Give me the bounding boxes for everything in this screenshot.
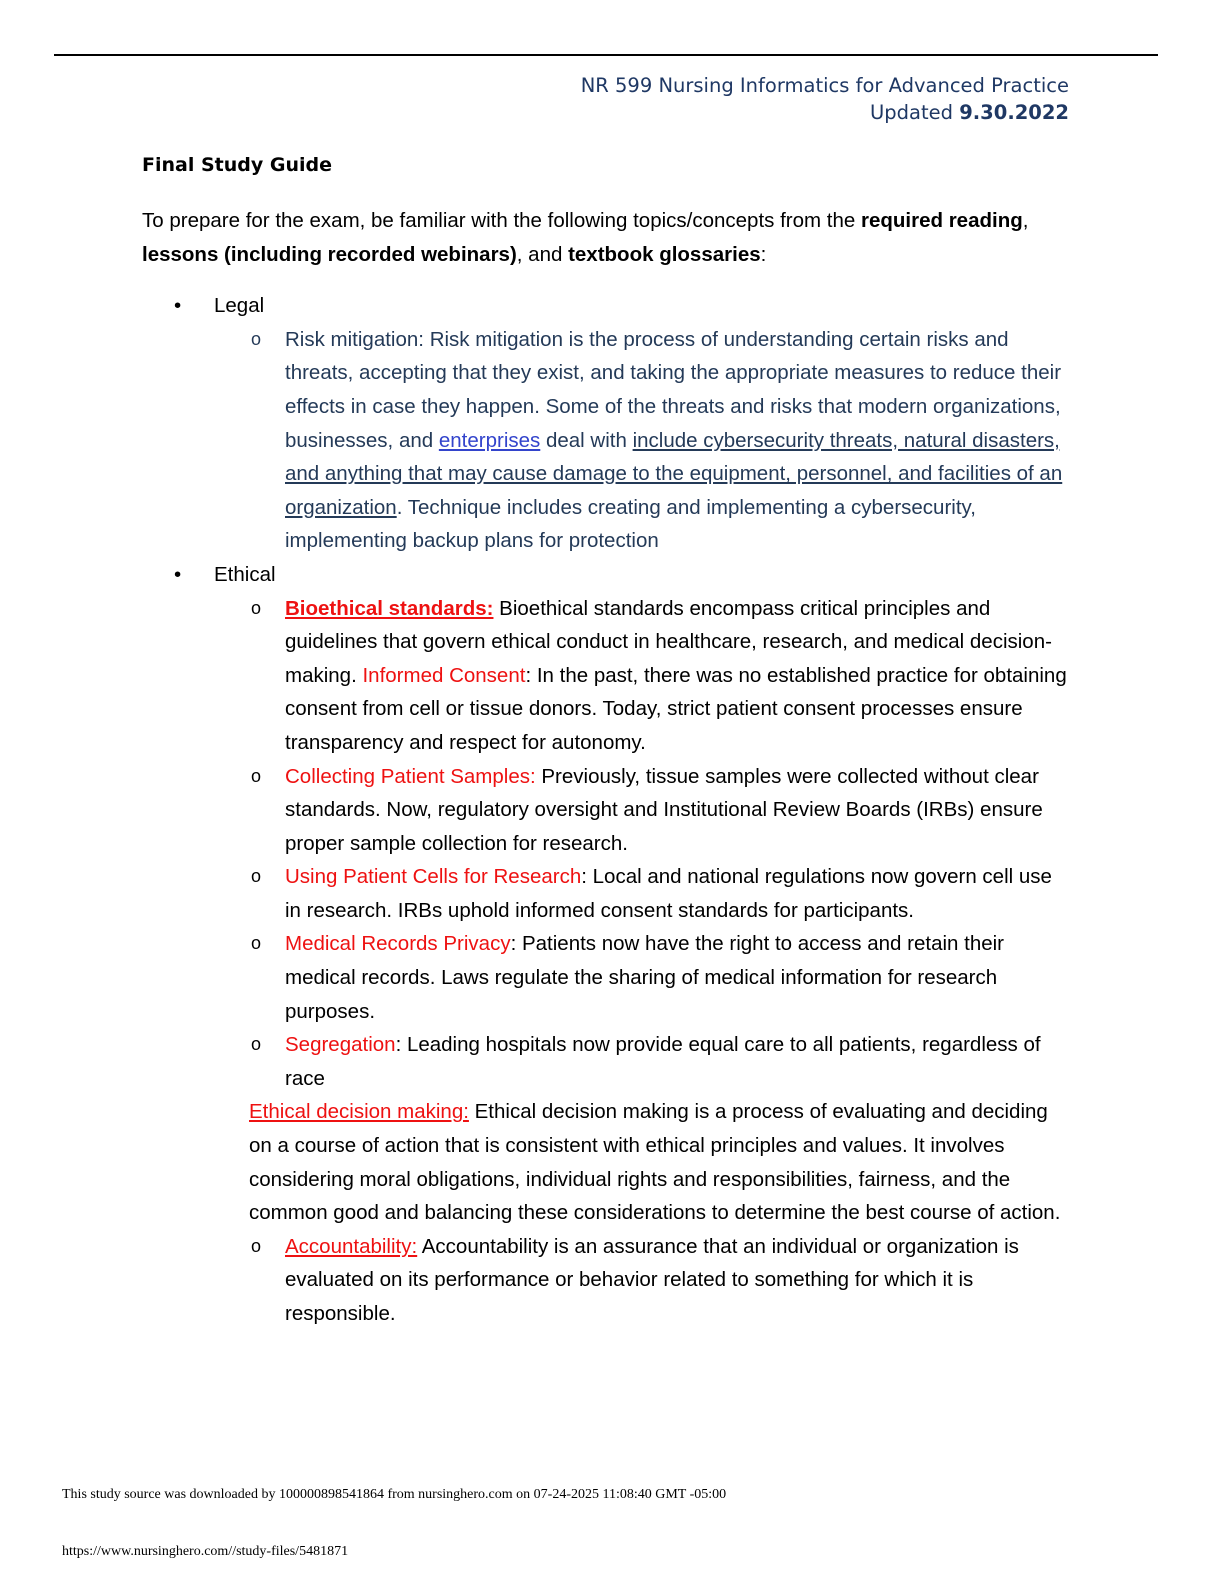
download-notice: This study source was downloaded by 100000898541864 from nursinghero.com on 07-24-2025 11:08:40 GMT -05:00: [62, 1487, 727, 1502]
term-ethical-decision-making: Ethical decision making:: [249, 1100, 469, 1124]
intro-paragraph: [142, 204, 1072, 271]
enterprises-link[interactable]: enterprises: [438, 428, 541, 452]
bullet-label: Ethical: [214, 562, 276, 586]
study-guide-content: [142, 204, 1072, 1331]
ethical-decision-making-paragraph: [142, 1095, 1072, 1229]
sub-bullet-marker: o: [251, 328, 262, 349]
bullet-marker: •: [174, 294, 182, 318]
term-informed-consent: Informed Consent: [362, 663, 526, 687]
sub-bullet-marker: o: [251, 866, 262, 887]
definition-text: Bioethical standards encompass critical principles and guidelines that govern ethical conduct in healthcare, research, and medical decision-making.: [285, 596, 1052, 687]
term-accountability: Accountability:: [285, 1234, 418, 1258]
definition-text: Accountability is an assurance that an individual or organization is evaluated on its performance or behavior related to something for which it is responsible.: [285, 1234, 1019, 1325]
intro-separator: ,: [1022, 209, 1029, 232]
sub-item-collecting-samples: [142, 760, 1072, 861]
sub-item-segregation: [142, 1028, 1072, 1095]
term-risk-mitigation: Risk mitigation:: [285, 327, 424, 351]
updated-label: Updated: [870, 101, 953, 124]
sub-bullet-marker: o: [251, 597, 262, 618]
sub-item-bioethical-standards: [142, 592, 1072, 760]
definition-text: : Leading hospitals now provide equal care to all patients, regardless of race: [285, 1033, 1041, 1090]
sub-bullet-marker: o: [251, 1034, 262, 1055]
intro-separator: , and: [516, 242, 569, 266]
sub-bullet-marker: o: [251, 933, 262, 954]
intro-lessons: lessons (including recorded webinars): [142, 242, 517, 266]
definition-text: Risk mitigation is the process of understanding certain risks and threats, accepting that they exist, and taking the appropriate measures to reduce their effects in case they happen. Some of the threats and risks that modern organizations, businesses, and: [285, 327, 1062, 452]
top-rule: [54, 54, 1158, 56]
term-segregation: Segregation: [285, 1033, 396, 1057]
definition-text: deal with: [540, 428, 633, 452]
definition-text: : Local and national regulations now govern cell use in research. IRBs uphold informed consent standards for participants.: [285, 865, 1052, 922]
intro-colon: :: [760, 242, 767, 266]
term-bioethical-standards: Bioethical standards:: [285, 596, 494, 620]
definition-text: Previously, tissue samples were collected without clear standards. Now, regulatory oversight and Institutional Review Boards (IRBs) ensure proper sample collection for research.: [285, 764, 1043, 855]
term-collecting-samples: Collecting Patient Samples:: [285, 764, 536, 788]
underlined-text: include cybersecurity threats, natural disasters, and anything that may cause damage to the equipment, personnel, and facilities of an organization: [285, 428, 1063, 519]
bullet-marker: •: [174, 562, 182, 586]
sub-item-risk-mitigation: [142, 323, 1072, 558]
sub-item-accountability: [142, 1230, 1072, 1331]
sub-bullet-marker: o: [251, 1235, 262, 1256]
intro-required-reading: required reading: [860, 209, 1023, 232]
bullet-ethical: [142, 558, 1072, 592]
definition-text: : In the past, there was no established practice for obtaining consent from cell or tissue donors. Today, strict patient consent processes ensure transparency and respect for autonomy.: [285, 663, 1067, 754]
sub-item-patient-cells: [142, 860, 1072, 927]
page-title: Final Study Guide: [142, 154, 332, 176]
definition-text: : Patients now have the right to access and retain their medical records. Laws regulate the sharing of medical information for research purposes.: [285, 932, 1004, 1023]
intro-glossaries: textbook glossaries: [568, 242, 761, 266]
bullet-label: Legal: [214, 294, 265, 318]
sub-item-records-privacy: [142, 927, 1072, 1028]
term-records-privacy: Medical Records Privacy: [285, 932, 511, 956]
definition-text: . Technique includes creating and implementing a cybersecurity, implementing backup plans for protection: [285, 495, 976, 553]
bullet-legal: [142, 289, 1072, 323]
sub-bullet-marker: o: [251, 765, 262, 786]
document-header: [581, 72, 1069, 126]
updated-date: 9.30.2022: [959, 101, 1069, 124]
updated-line: [581, 99, 1069, 126]
definition-text: Ethical decision making is a process of evaluating and deciding on a course of action that is consistent with ethical principles and values. It involves considering moral obligations, individual rights and responsibilities, fairness, and the common good and balancing these considerations to determine the best course of action.: [249, 1100, 1061, 1225]
intro-text: To prepare for the exam, be familiar with the following topics/concepts from the: [142, 209, 861, 232]
source-url: https://www.nursinghero.com//study-files/5481871: [62, 1544, 349, 1559]
course-title: NR 599 Nursing Informatics for Advanced Practice: [580, 74, 1069, 97]
term-patient-cells: Using Patient Cells for Research: [285, 865, 582, 889]
